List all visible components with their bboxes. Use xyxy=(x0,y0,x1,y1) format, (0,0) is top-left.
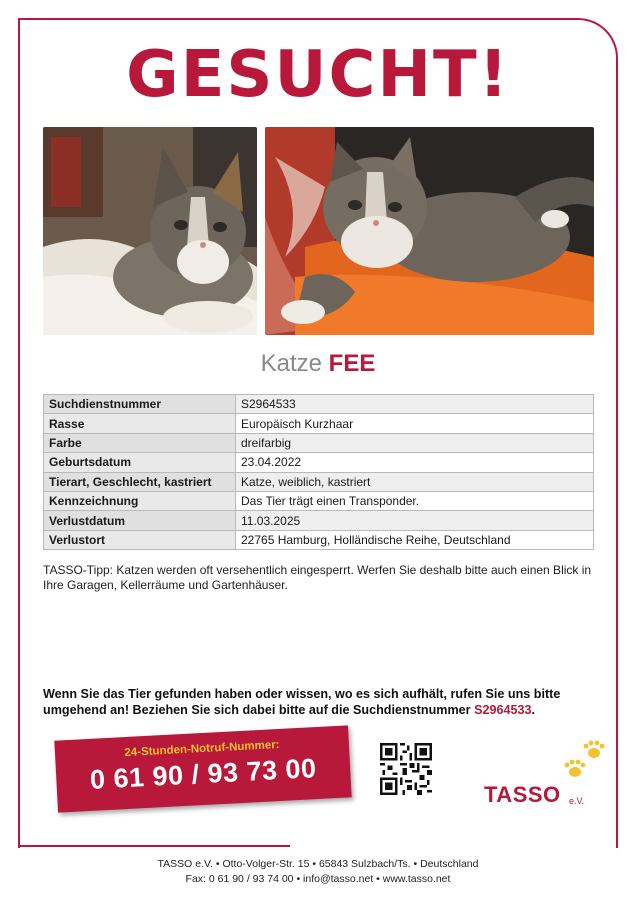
detail-value: dreifarbig xyxy=(236,433,594,452)
detail-label: Farbe xyxy=(44,433,236,452)
detail-value: Europäisch Kurzhaar xyxy=(236,414,594,433)
logo-suffix: e.V. xyxy=(569,796,585,806)
page-title: GESUCHT! xyxy=(126,38,510,112)
detail-value: Katze, weiblich, kastriert xyxy=(236,472,594,491)
call-to-action xyxy=(43,686,598,718)
table-row xyxy=(44,453,594,472)
detail-value: Das Tier trägt einen Transponder. xyxy=(236,491,594,510)
table-row xyxy=(44,472,594,491)
cat-photo-2 xyxy=(265,127,594,335)
qr-code[interactable] xyxy=(380,743,432,795)
pet-details-table xyxy=(43,394,594,550)
hotline-number[interactable]: 0 61 90 / 93 73 00 xyxy=(89,753,318,795)
detail-label: Kennzeichnung xyxy=(44,491,236,510)
table-row xyxy=(44,530,594,549)
cat-photo-1 xyxy=(43,127,257,335)
detail-label: Verlustort xyxy=(44,530,236,549)
logo-name: TASSO xyxy=(484,782,561,807)
frame-bottom-border xyxy=(18,845,290,847)
table-row xyxy=(44,433,594,452)
table-row xyxy=(44,491,594,510)
detail-value: 22765 Hamburg, Holländische Reihe, Deutschland xyxy=(236,530,594,549)
hotline-label: 24-Stunden-Notruf-Nummer: xyxy=(124,738,280,760)
detail-label: Suchdienstnummer xyxy=(44,395,236,414)
table-row xyxy=(44,414,594,433)
detail-label: Geburtsdatum xyxy=(44,453,236,472)
call-to-action-text: Wenn Sie das Tier gefunden haben oder wissen, wo es sich aufhält, rufen Sie uns bitte umgehend an! Beziehen Sie sich dabei bitte auf die Suchdienstnummer xyxy=(43,687,561,717)
table-row xyxy=(44,511,594,530)
tasso-tip: TASSO-Tipp: Katzen werden oft versehentlich eingesperrt. Werfen Sie deshalb bitte auch einen Blick in Ihre Garagen, Kellerräume und Gartenhäuser. xyxy=(43,563,592,592)
call-to-action-end: . xyxy=(531,703,536,717)
detail-value: S2964533 xyxy=(236,395,594,414)
paw-icon xyxy=(564,740,608,782)
detail-value: 11.03.2025 xyxy=(236,511,594,530)
table-row xyxy=(44,395,594,414)
footer xyxy=(0,857,636,887)
pet-name: FEE xyxy=(328,350,376,377)
search-number-highlight: S2964533 xyxy=(474,703,532,717)
footer-address: TASSO e.V. • Otto-Volger-Str. 15 • 65843 Sulzbach/Ts. • Deutschland xyxy=(157,858,479,870)
detail-label: Rasse xyxy=(44,414,236,433)
tasso-logo[interactable] xyxy=(484,740,614,810)
detail-value: 23.04.2022 xyxy=(236,453,594,472)
pet-name-heading xyxy=(0,350,636,378)
detail-label: Verlustdatum xyxy=(44,511,236,530)
hotline-banner xyxy=(54,725,351,812)
pet-species: Katze xyxy=(260,350,322,377)
detail-label: Tierart, Geschlecht, kastriert xyxy=(44,472,236,491)
footer-contact: Fax: 0 61 90 / 93 74 00 • info@tasso.net • www.tasso.net xyxy=(185,873,451,885)
